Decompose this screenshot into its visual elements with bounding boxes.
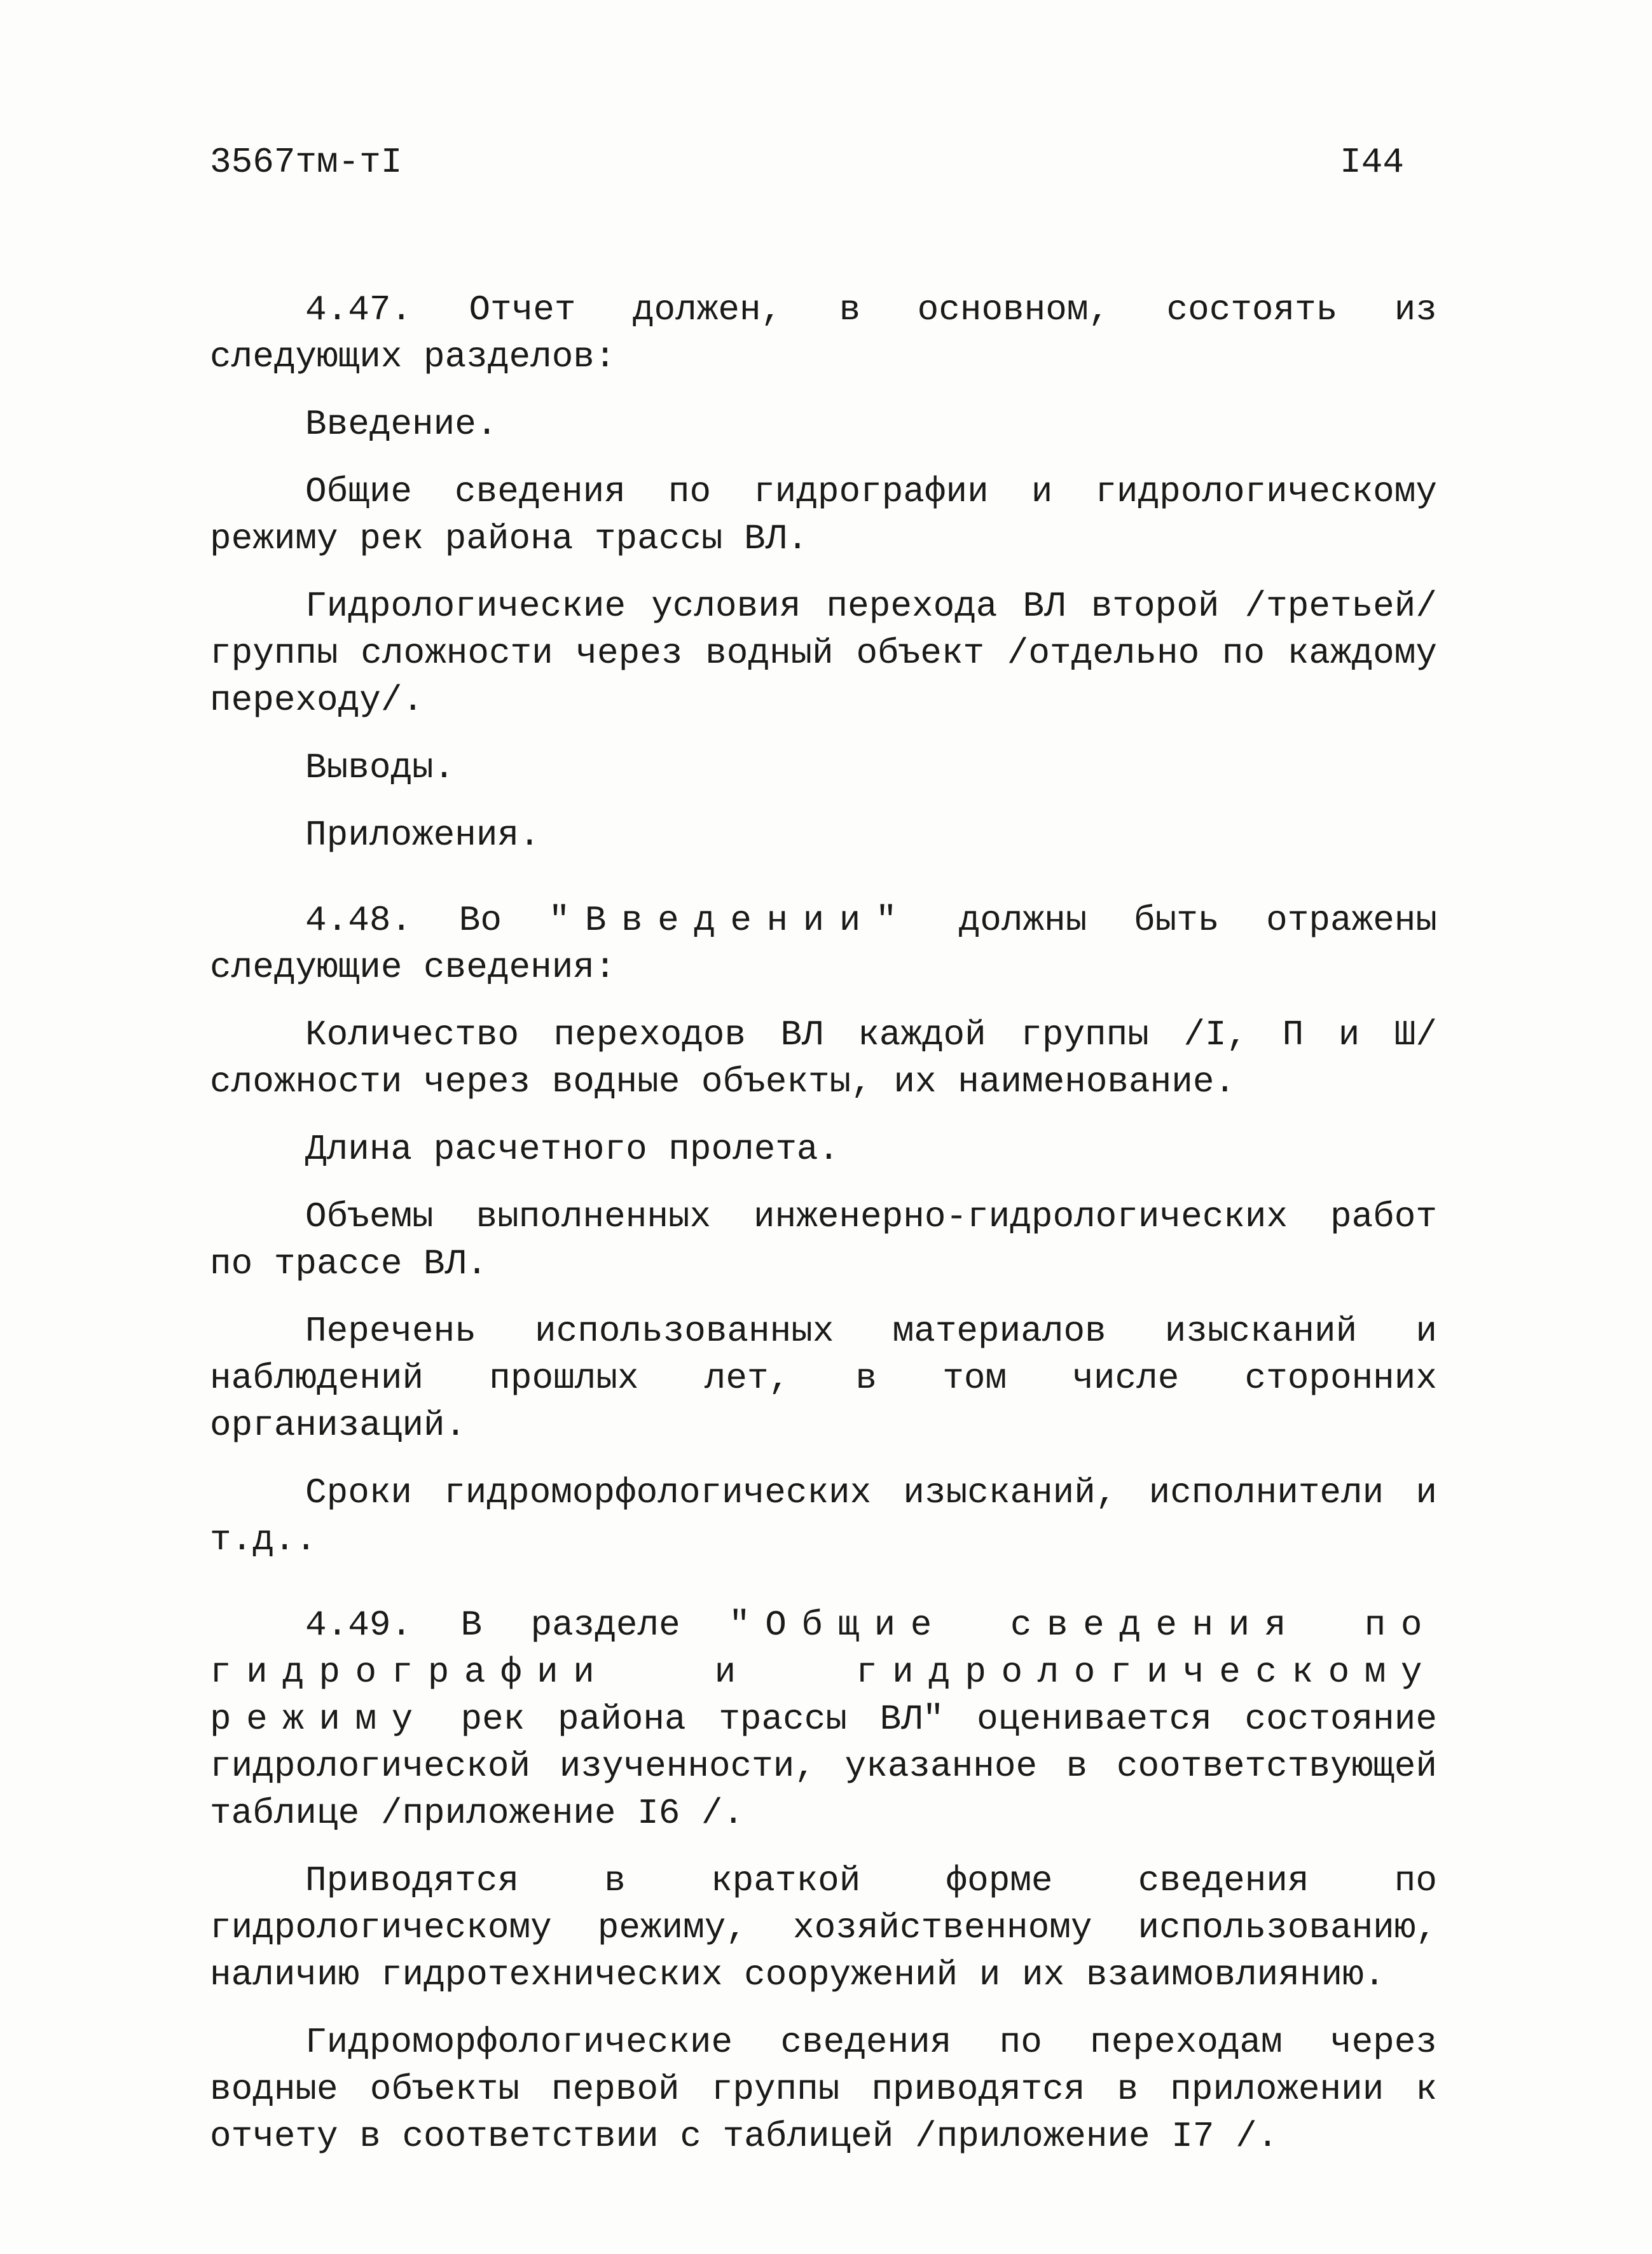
section-4-48-spaced-title: "Введении"	[548, 900, 912, 941]
section-4-49-spaced-title: "Общие сведения по гидрографии и гидрологическому режиму	[210, 1605, 1438, 1739]
section-4-48-paragraph	[210, 897, 1437, 991]
section-4-48-tail: должны быть отражены следующие сведения:	[210, 900, 1438, 988]
document-code: 3567тм-тI	[210, 142, 403, 183]
section-4-49-tail: рек района трассы ВЛ" оценивается состояние гидрологической изученности, указанное в соответствующей таблице /приложение I6 /.	[210, 1699, 1437, 1834]
item-crossings-count: Количество переходов ВЛ каждой группы /I, П и Ш/ сложности через водные объекты, их наименование.	[210, 1014, 1437, 1102]
paragraph-hydromorphological-info: Гидроморфологические сведения по переходам через водные объекты первой группы приводятся в приложении к отчету в соответствии с таблицей /приложение I7 /.	[210, 2022, 1437, 2157]
section-4-49-paragraph	[210, 1601, 1437, 1837]
paragraph-regime-info: Приводятся в краткой форме сведения по гидрологическому режиму, хозяйственному использованию, наличию гидротехнических сооружений и их взаимовлиянию.	[210, 1860, 1437, 1995]
section-4-49-lead: 4.49. В разделе	[305, 1605, 729, 1645]
list-item-general-info: Общие сведения по гидрографии и гидрологическому режиму рек района трассы ВЛ.	[210, 471, 1437, 559]
list-item-appendices: Приложения.	[305, 815, 540, 855]
section-4-48-lead: 4.48. Во	[305, 900, 549, 941]
page-number: I44	[1340, 142, 1404, 183]
list-item-hydrological-conditions: Гидрологические условия перехода ВЛ второй /третьей/ группы сложности через водный объект /отдельно по каждому переходу/.	[210, 586, 1437, 721]
page-header	[210, 139, 1404, 186]
section-4-47-paragraph: 4.47. Отчет должен, в основном, состоять из следующих разделов:	[210, 289, 1437, 377]
list-item-introduction: Введение.	[305, 404, 498, 445]
list-item-conclusions: Выводы.	[305, 747, 455, 788]
item-span-length: Длина расчетного пролета.	[305, 1129, 840, 1170]
document-body	[210, 286, 1437, 2180]
item-materials-list: Перечень использованных материалов изысканий и наблюдений прошлых лет, в том числе сторонних организаций.	[210, 1311, 1437, 1446]
item-work-volumes: Объемы выполненных инженерно-гидрологических работ по трассе ВЛ.	[210, 1196, 1437, 1284]
item-survey-terms: Сроки гидроморфологических изысканий, исполнители и т.д..	[210, 1472, 1437, 1560]
